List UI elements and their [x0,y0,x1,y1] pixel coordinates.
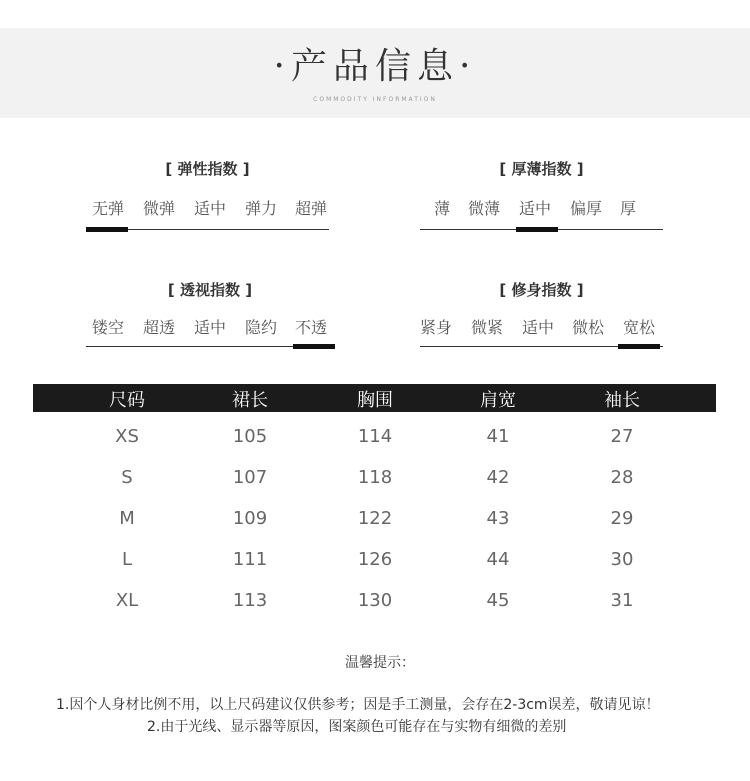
thickness-index-title: [ 厚薄指数 ] [499,160,584,178]
transparency-option: 镂空 [91,318,125,337]
fit-index [420,279,663,359]
header-dress-length: 裙长 [232,390,268,411]
table-row [33,576,716,617]
page-title: ·产品信息· [273,46,477,87]
elasticity-option: 超弹 [294,199,328,218]
cell-size: XS [115,426,139,447]
cell-sleeve: 31 [610,590,634,611]
thickness-option: 薄 [433,199,451,218]
header-size: 尺码 [109,390,145,411]
header-bust: 胸围 [357,390,393,411]
cell-shoulder: 43 [486,508,510,529]
cell-dress-length: 109 [232,508,268,529]
cell-shoulder: 42 [486,467,510,488]
cell-shoulder: 44 [486,549,510,570]
fit-option: 适中 [521,318,555,337]
transparency-index-title: [ 透视指数 ] [167,281,253,299]
tip-line: 1.因个人身材比例不用，以上尺码建议仅供参考；因是手工测量，会存在2-3cm误差，敬请见谅！ [56,697,660,713]
thickness-index [420,158,663,238]
cell-sleeve: 27 [610,426,634,447]
header-shoulder: 肩宽 [480,390,516,411]
transparency-option: 不透 [294,318,328,337]
elasticity-option: 微弹 [142,199,176,218]
cell-sleeve: 28 [610,467,634,488]
thickness-option: 厚 [619,199,637,218]
cell-bust: 130 [357,590,393,611]
cell-shoulder: 45 [486,590,510,611]
cell-bust: 114 [357,426,393,447]
cell-dress-length: 113 [232,590,268,611]
table-row [33,453,716,494]
cell-size: M [119,508,135,529]
cell-sleeve: 29 [610,508,634,529]
cell-dress-length: 105 [232,426,268,447]
size-table [33,384,716,617]
elasticity-index [86,158,329,238]
transparency-index [86,279,334,359]
fit-option: 宽松 [622,318,656,337]
cell-size: S [121,467,133,488]
transparency-option: 适中 [193,318,227,337]
page-subtitle: COMMODITY INFORMATION [313,96,437,103]
elasticity-option: 无弹 [91,199,125,218]
cell-shoulder: 41 [486,426,510,447]
thickness-option: 偏厚 [569,199,603,218]
cell-bust: 126 [357,549,393,570]
elasticity-option: 适中 [193,199,227,218]
transparency-selected-marker [293,344,335,349]
thickness-option: 微薄 [467,199,501,218]
fit-index-title: [ 修身指数 ] [499,281,584,299]
thickness-selected-marker [516,227,558,232]
elasticity-index-title: [ 弹性指数 ] [165,160,250,178]
fit-option: 微松 [571,318,605,337]
size-table-header [33,384,716,412]
cell-size: L [121,549,133,570]
table-row [33,412,716,453]
elasticity-option: 弹力 [244,199,278,218]
fit-selected-marker [618,344,660,349]
cell-dress-length: 107 [232,467,268,488]
cell-sleeve: 30 [610,549,634,570]
cell-bust: 122 [357,508,393,529]
cell-bust: 118 [357,467,393,488]
table-row [33,535,716,576]
cell-dress-length: 111 [232,549,268,570]
header-sleeve: 袖长 [604,390,640,411]
table-row [33,494,716,535]
transparency-option: 隐约 [244,318,278,337]
tips-title: 温馨提示： [345,655,415,671]
fit-option: 微紧 [470,318,504,337]
elasticity-selected-marker [86,227,128,232]
tip-line: 2.由于光线、显示器等原因，图案颜色可能存在与实物有细微的差别 [147,719,567,735]
fit-option: 紧身 [419,318,453,337]
transparency-option: 超透 [142,318,176,337]
cell-size: XL [115,590,139,611]
thickness-option: 适中 [518,199,552,218]
